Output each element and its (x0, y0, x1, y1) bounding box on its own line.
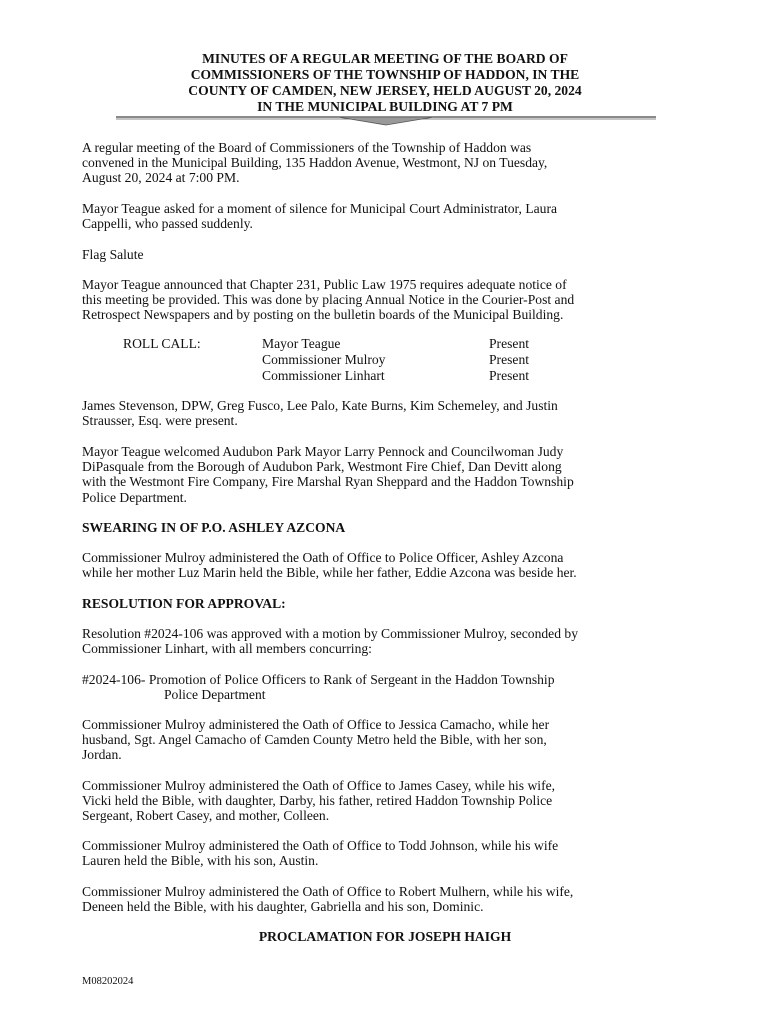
member-name: Mayor Teague (262, 336, 341, 351)
title-line: COMMISSIONERS OF THE TOWNSHIP OF HADDON, IN THE (190, 67, 580, 82)
text-line: with the Westmont Fire Company, Fire Marshal Ryan Sheppard and the Haddon Township (82, 474, 574, 490)
resolution-item (82, 672, 692, 702)
title-line: IN THE MUNICIPAL BUILDING AT 7 PM (257, 99, 513, 114)
paragraph-azcona-oath (82, 550, 692, 580)
paragraph-moment-of-silence (82, 201, 692, 231)
text-line: Commissioner Mulroy administered the Oath of Office to Police Officer, Ashley Azcona (82, 550, 564, 565)
text-line: husband, Sgt. Angel Camacho of Camden County Metro held the Bible, with her son, (82, 732, 547, 748)
text-line: Lauren held the Bible, with his son, Austin. (82, 853, 319, 869)
paragraph-casey-oath (82, 778, 692, 824)
text-line: Police Department (164, 687, 266, 703)
paragraph-camacho-oath (82, 717, 692, 763)
paragraph-meeting-convened (82, 140, 692, 186)
paragraph-attendees (82, 398, 692, 428)
text-line: A regular meeting of the Board of Commissioners of the Township of Haddon was (82, 140, 532, 155)
page-title (80, 51, 690, 115)
text-line: Deneen held the Bible, with his daughter, Gabriella and his son, Dominic. (82, 899, 484, 915)
text-line: Commissioner Mulroy administered the Oath of Office to Jessica Camacho, while her (82, 717, 550, 732)
member-status: Present (489, 351, 530, 367)
text-line: #2024-106- Promotion of Police Officers to Rank of Sergeant in the Haddon Township (82, 672, 555, 687)
paragraph-resolution-approval (82, 626, 692, 656)
section-heading-resolution: RESOLUTION FOR APPROVAL: (82, 596, 286, 611)
text-line: Mayor Teague announced that Chapter 231, Public Law 1975 requires adequate notice of (82, 277, 567, 292)
text-line: August 20, 2024 at 7:00 PM. (82, 170, 240, 186)
paragraph-welcome (82, 444, 692, 505)
text-line: Cappelli, who passed suddenly. (82, 216, 253, 232)
title-line: MINUTES OF A REGULAR MEETING OF THE BOARD OF (202, 51, 568, 66)
text-line: Police Department. (82, 489, 187, 505)
title-line: COUNTY OF CAMDEN, NEW JERSEY, HELD AUGUST 20, 2024 (188, 83, 582, 98)
title-divider (116, 115, 656, 127)
text-line: Commissioner Mulroy administered the Oath of Office to Robert Mulhern, while his wife, (82, 884, 574, 899)
text-line: Jordan. (82, 747, 122, 763)
text-line: Flag Salute (82, 247, 144, 262)
text-line: James Stevenson, DPW, Greg Fusco, Lee Palo, Kate Burns, Kim Schemeley, and Justin (82, 398, 558, 413)
member-status: Present (489, 336, 530, 351)
member-name: Commissioner Linhart (262, 367, 385, 383)
paragraph-public-notice (82, 277, 692, 323)
text-line: this meeting be provided. This was done by placing Annual Notice in the Courier-Post and (82, 292, 575, 308)
text-line: Mayor Teague welcomed Audubon Park Mayor Larry Pennock and Councilwoman Judy (82, 444, 564, 459)
text-line: while her mother Luz Marin held the Bible, while her father, Eddie Azcona was beside her. (82, 565, 577, 581)
member-name: Commissioner Mulroy (262, 351, 386, 367)
text-line: Commissioner Linhart, with all members concurring: (82, 641, 372, 657)
section-heading-swearing-in: SWEARING IN OF P.O. ASHLEY AZCONA (82, 520, 346, 535)
member-status: Present (489, 367, 530, 383)
text-line: Retrospect Newspapers and by posting on the bulletin boards of the Municipal Building. (82, 307, 564, 323)
roll-call-status (489, 336, 529, 384)
paragraph-mulhern-oath (82, 884, 692, 914)
text-line: Strausser, Esq. were present. (82, 413, 238, 429)
text-line: convened in the Municipal Building, 135 Haddon Avenue, Westmont, NJ on Tuesday, (82, 155, 548, 171)
roll-call-label: ROLL CALL: (123, 336, 201, 351)
text-line: Resolution #2024-106 was approved with a motion by Commissioner Mulroy, seconded by (82, 626, 578, 641)
text-line: Mayor Teague asked for a moment of silence for Municipal Court Administrator, Laura (82, 201, 558, 216)
text-line: DiPasquale from the Borough of Audubon Park, Westmont Fire Chief, Dan Devitt along (82, 459, 562, 475)
roll-call (82, 336, 702, 384)
text-line: Sergeant, Robert Casey, and mother, Colleen. (82, 808, 330, 824)
text-line: Vicki held the Bible, with daughter, Darby, his father, retired Haddon Township Police (82, 793, 553, 809)
paragraph-flag-salute (82, 247, 692, 262)
roll-call-names (262, 336, 385, 384)
section-heading-proclamation: PROCLAMATION FOR JOSEPH HAIGH (258, 929, 512, 944)
text-line: Commissioner Mulroy administered the Oath of Office to James Casey, while his wife, (82, 778, 556, 793)
document-footer-code: M08202024 (82, 976, 134, 987)
paragraph-johnson-oath (82, 838, 692, 868)
text-line: Commissioner Mulroy administered the Oath of Office to Todd Johnson, while his wife (82, 838, 559, 853)
